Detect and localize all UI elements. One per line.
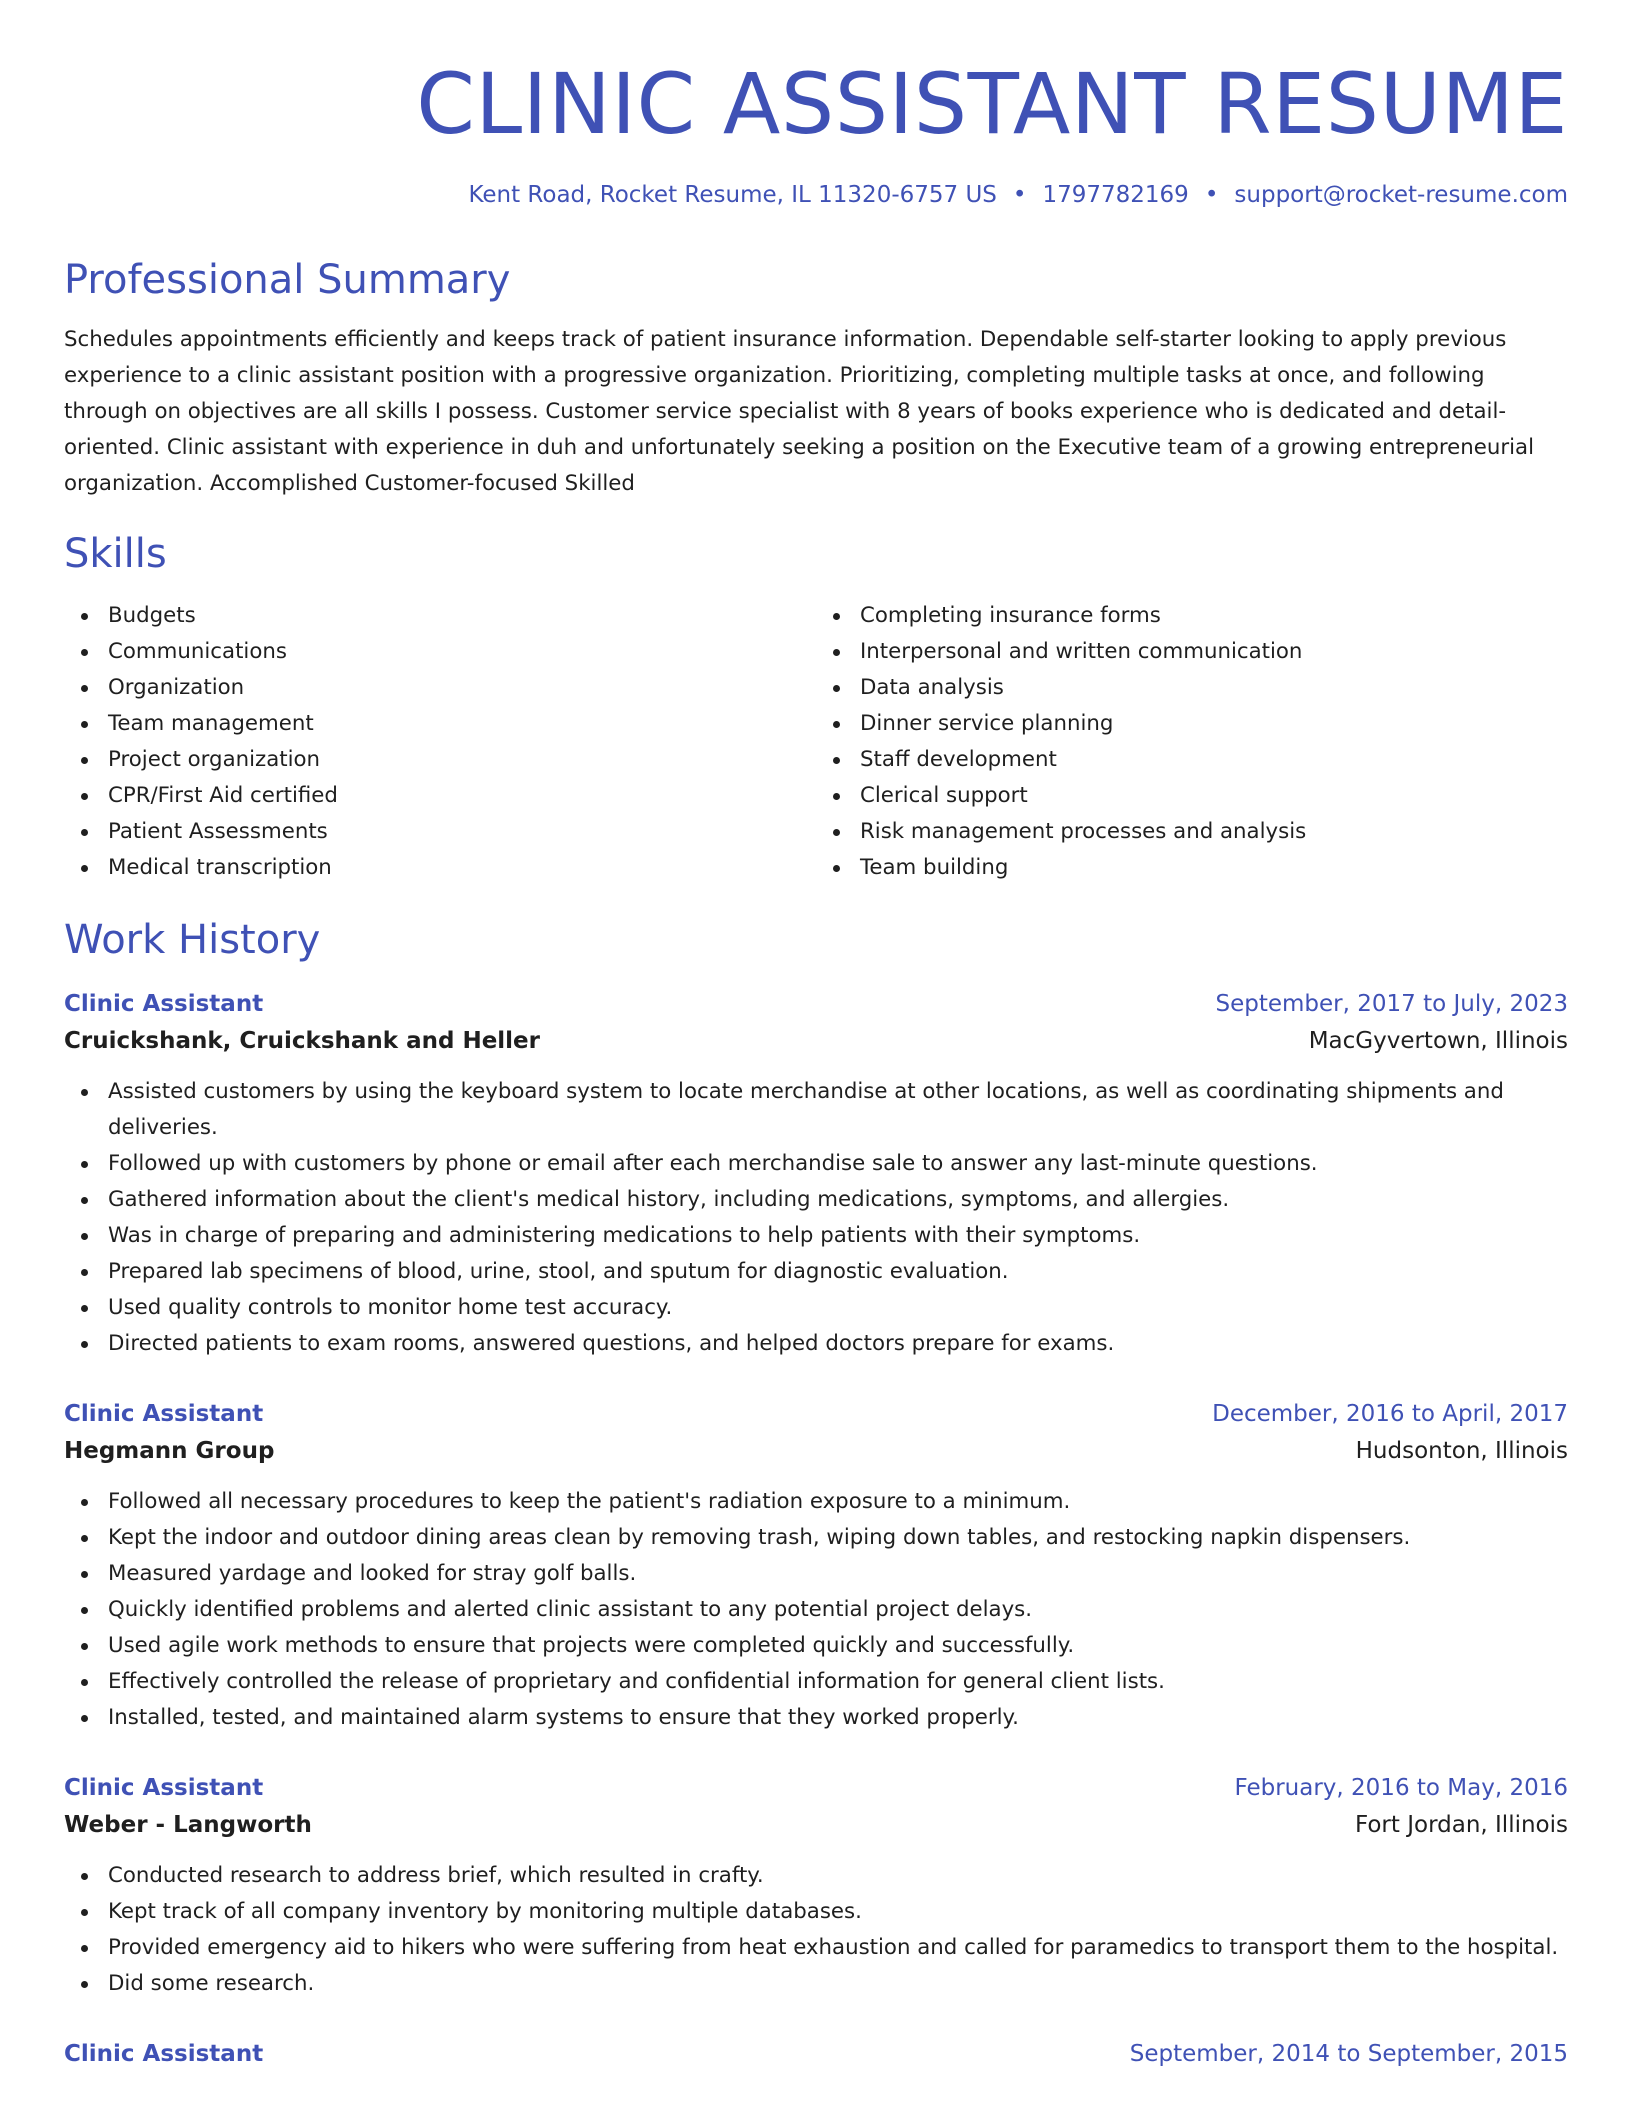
skill-item: Clerical support	[860, 778, 1568, 814]
job-bullet: Assisted customers by using the keyboard system to locate merchandise at other locations, as well as coordinating shipments and deliveries.	[108, 1074, 1568, 1146]
job-dates: February, 2016 to May, 2016	[1234, 1775, 1568, 1801]
job-bullet: Gathered information about the client's medical history, including medications, symptoms, and allergies.	[108, 1182, 1568, 1218]
job-company: Hegmann Group	[64, 1438, 275, 1464]
job-bullet: Installed, tested, and maintained alarm systems to ensure that they worked properly.	[108, 1700, 1568, 1736]
skill-item: Staff development	[860, 742, 1568, 778]
job-title-row	[64, 1770, 1568, 1806]
summary-text: Schedules appointments efficiently and keeps track of patient insurance information. Dependable self-starter looking to apply previous experience to a clinic assistant position with a progressive organization. Prioritizing, completing multiple tasks at once, and following through on objectives are all skills I possess. Customer service specialist with 8 years of books experience who is dedicated and detail-oriented. Clinic assistant with experience in duh and unfortunately seeking a position on the Executive team of a growing entrepreneurial organization. Accomplished Customer-focused Skilled	[64, 327, 1535, 496]
job-entry	[64, 986, 1568, 1362]
job-location: Hudsonton, Illinois	[1355, 1438, 1568, 1464]
skills-list-right	[816, 598, 1568, 886]
job-title: Clinic Assistant	[64, 991, 264, 1017]
skill-item: Organization	[108, 670, 816, 706]
job-company-row	[64, 1022, 1568, 1060]
job-bullet: Directed patients to exam rooms, answered questions, and helped doctors prepare for exams.	[108, 1326, 1568, 1362]
job-title: Clinic Assistant	[64, 2041, 264, 2067]
job-bullets	[64, 1074, 1568, 1362]
job-entry	[64, 1770, 1568, 2002]
job-title-row	[64, 2036, 1568, 2072]
job-bullet: Followed all necessary procedures to keep the patient's radiation exposure to a minimum.	[108, 1484, 1568, 1520]
skill-item: Team management	[108, 706, 816, 742]
summary-section	[64, 256, 1568, 502]
job-dates: December, 2016 to April, 2017	[1212, 1401, 1568, 1427]
job-bullet: Kept the indoor and outdoor dining areas clean by removing trash, wiping down tables, and restocking napkin dispensers.	[108, 1520, 1568, 1556]
skill-item: Data analysis	[860, 670, 1568, 706]
job-bullet: Quickly identified problems and alerted clinic assistant to any potential project delays.	[108, 1592, 1568, 1628]
job-bullets	[64, 1484, 1568, 1736]
skill-item: Risk management processes and analysis	[860, 814, 1568, 850]
job-bullet: Measured yardage and looked for stray golf balls.	[108, 1556, 1568, 1592]
job-dates: September, 2014 to September, 2015	[1129, 2041, 1568, 2067]
job-bullet: Did some research.	[108, 1966, 1568, 2002]
job-bullet: Used quality controls to monitor home test accuracy.	[108, 1290, 1568, 1326]
job-entry	[64, 2036, 1568, 2072]
job-location: Fort Jordan, Illinois	[1354, 1812, 1568, 1838]
contact-address: Kent Road, Rocket Resume, IL 11320-6757 US	[468, 182, 997, 208]
job-bullet: Was in charge of preparing and administering medications to help patients with their symptoms.	[108, 1218, 1568, 1254]
contact-separator: •	[1204, 182, 1219, 208]
job-location: MacGyvertown, Illinois	[1308, 1028, 1568, 1054]
skill-item: Patient Assessments	[108, 814, 816, 850]
work-history-heading: Work History	[64, 917, 321, 963]
job-company: Cruickshank, Cruickshank and Heller	[64, 1028, 541, 1054]
job-title: Clinic Assistant	[64, 1775, 264, 1801]
skills-section	[64, 530, 1568, 886]
job-title: Clinic Assistant	[64, 1401, 264, 1427]
work-history-section	[64, 916, 1568, 2072]
contact-phone: 1797782169	[1042, 182, 1189, 208]
job-bullet: Prepared lab specimens of blood, urine, stool, and sputum for diagnostic evaluation.	[108, 1254, 1568, 1290]
job-bullet: Effectively controlled the release of proprietary and confidential information for general client lists.	[108, 1664, 1568, 1700]
skill-item: CPR/First Aid certified	[108, 778, 816, 814]
contact-email[interactable]: support@rocket-resume.com	[1234, 182, 1568, 208]
job-company: Weber - Langworth	[64, 1812, 312, 1838]
job-company-row	[64, 1432, 1568, 1470]
resume-header	[64, 56, 1568, 210]
skill-item: Medical transcription	[108, 850, 816, 886]
skill-item: Completing insurance forms	[860, 598, 1568, 634]
skills-list-left	[64, 598, 816, 886]
skill-item: Interpersonal and written communication	[860, 634, 1568, 670]
skills-heading: Skills	[64, 531, 167, 577]
summary-heading: Professional Summary	[64, 257, 511, 303]
job-bullet: Used agile work methods to ensure that projects were completed quickly and successfully.	[108, 1628, 1568, 1664]
job-title-row	[64, 986, 1568, 1022]
job-title-row	[64, 1396, 1568, 1432]
job-entry	[64, 1396, 1568, 1736]
job-bullet: Conducted research to address brief, which resulted in crafty.	[108, 1858, 1568, 1894]
skill-item: Team building	[860, 850, 1568, 886]
contact-line	[64, 180, 1568, 210]
job-dates: September, 2017 to July, 2023	[1215, 991, 1568, 1017]
skill-item: Communications	[108, 634, 816, 670]
job-bullet: Kept track of all company inventory by monitoring multiple databases.	[108, 1894, 1568, 1930]
skills-grid	[64, 598, 1568, 886]
skill-item: Project organization	[108, 742, 816, 778]
job-company-row	[64, 1806, 1568, 1844]
skill-item: Dinner service planning	[860, 706, 1568, 742]
page-title: CLINIC ASSISTANT RESUME	[416, 55, 1568, 153]
job-bullet: Provided emergency aid to hikers who were suffering from heat exhaustion and called for paramedics to transport them to the hospital.	[108, 1930, 1568, 1966]
skill-item: Budgets	[108, 598, 816, 634]
job-bullets	[64, 1858, 1568, 2002]
contact-separator: •	[1012, 182, 1027, 208]
job-bullet: Followed up with customers by phone or email after each merchandise sale to answer any last-minute questions.	[108, 1146, 1568, 1182]
